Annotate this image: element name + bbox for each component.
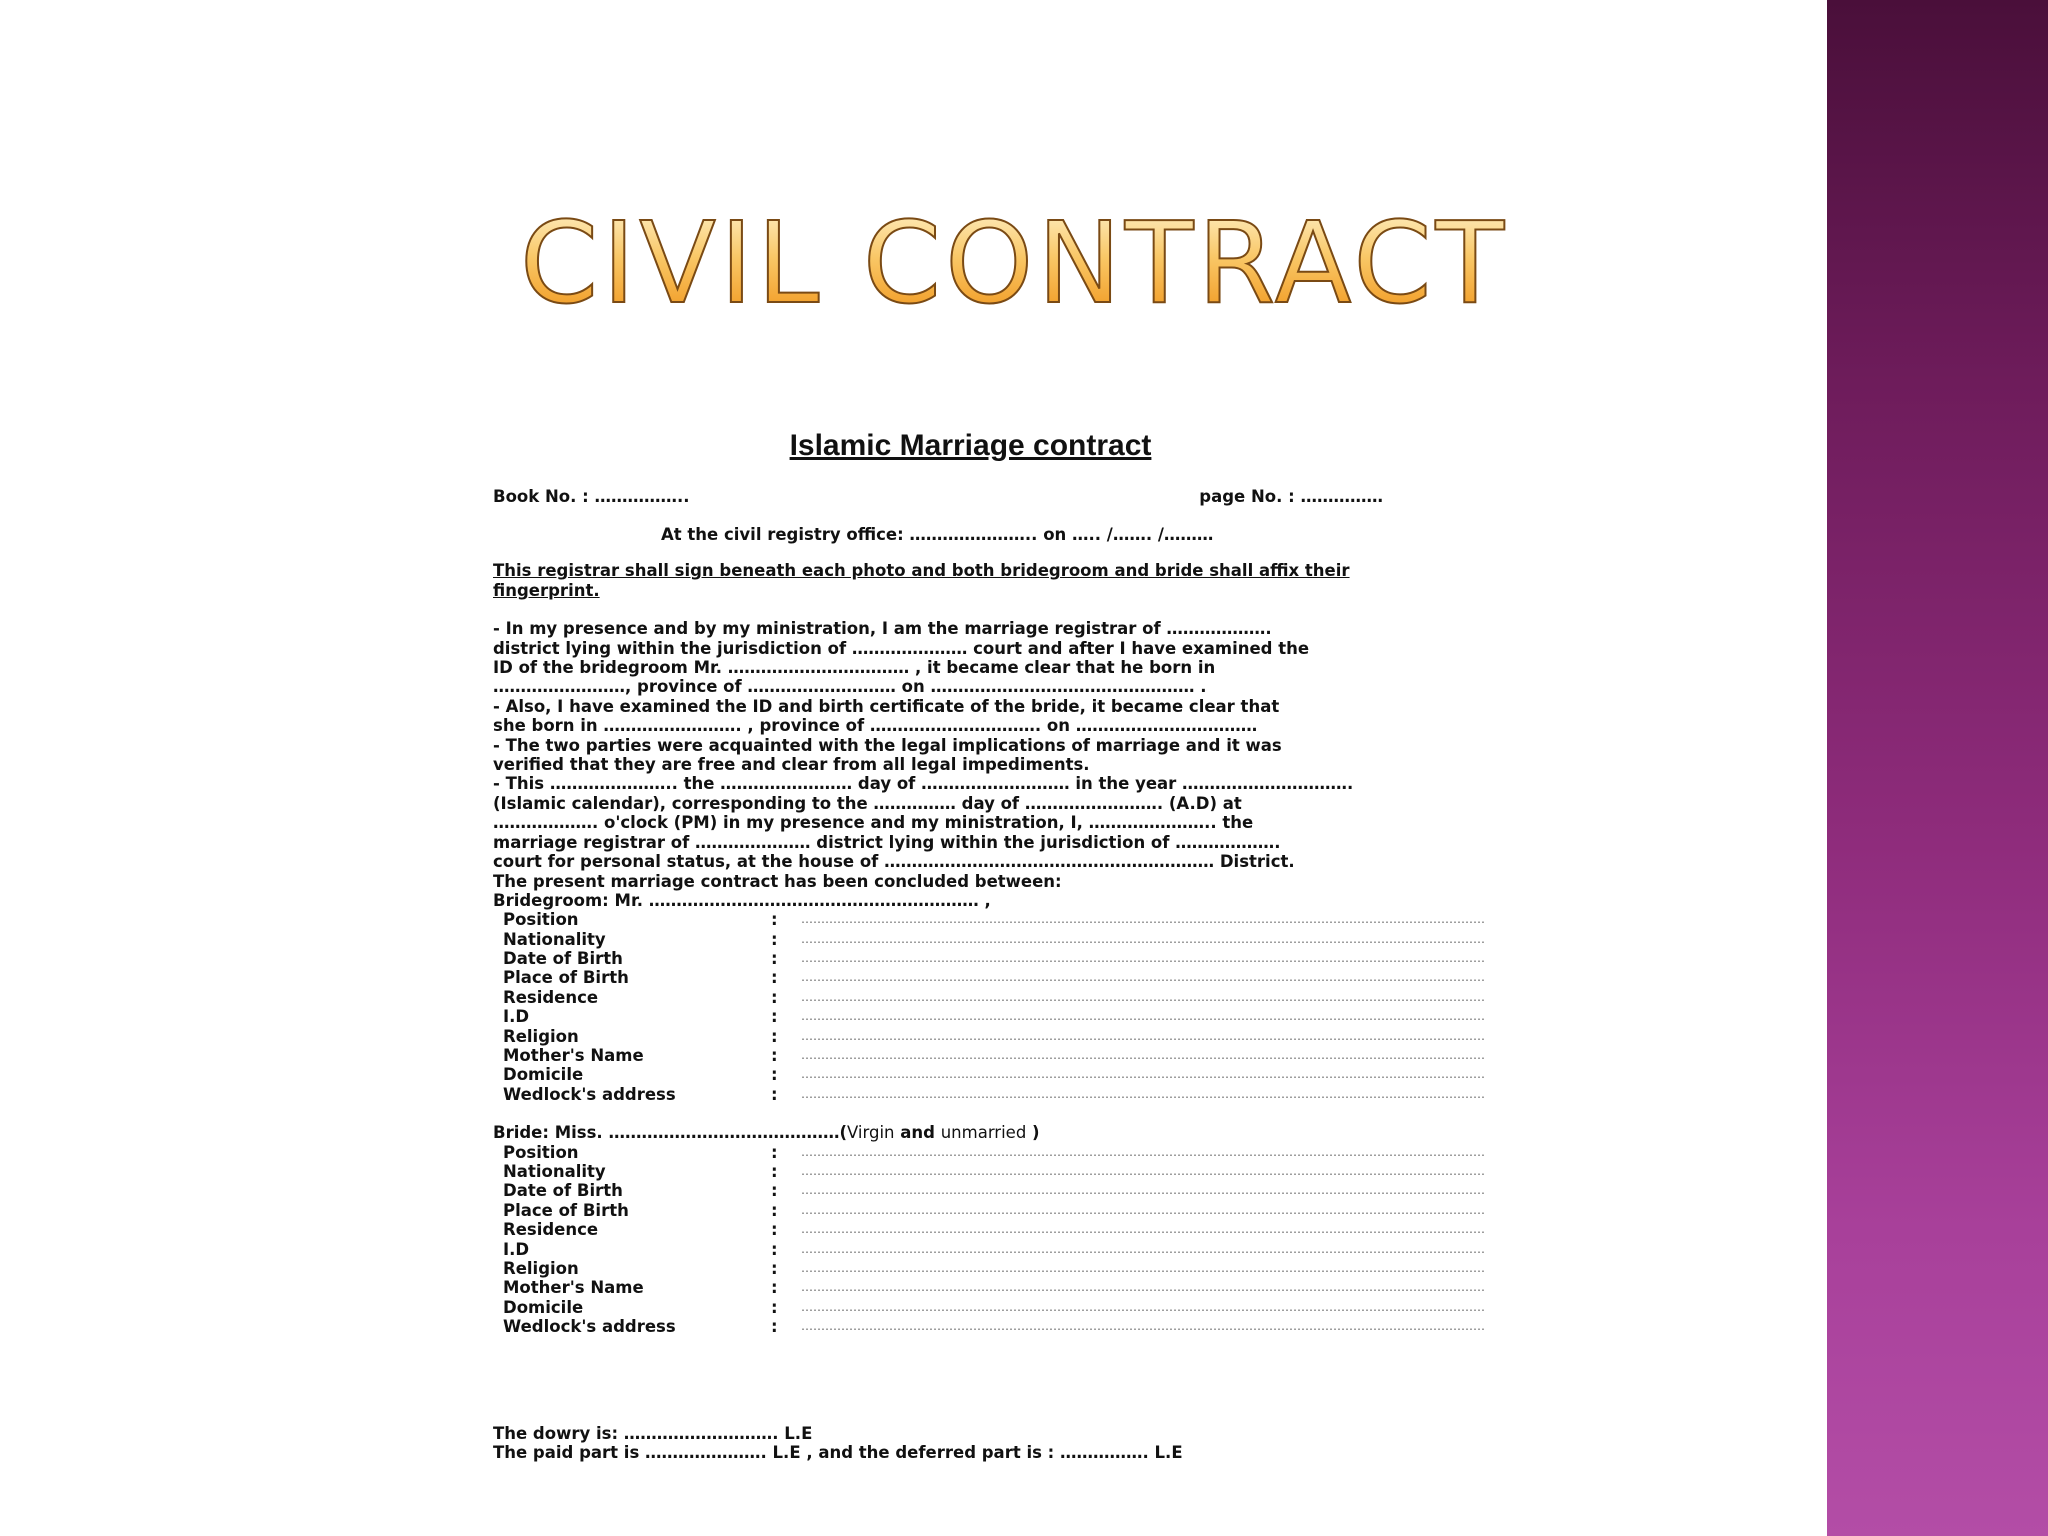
field-dots: ……………………………………………………………………………………………………………………………………………………… (801, 1067, 1485, 1082)
field-label: Position (503, 910, 579, 930)
field-colon: : (771, 1026, 778, 1046)
field-dots: ……………………………………………………………………………………………………………………………………………………… (801, 1086, 1485, 1101)
field-colon: : (771, 1317, 778, 1337)
field-row (503, 1046, 1485, 1066)
paragraph-line: ……………………, province of ……………………… on ………………………………………… . (493, 677, 1207, 697)
field-label: Nationality (503, 929, 606, 949)
field-dots: ……………………………………………………………………………………………………………………………………………………… (801, 1241, 1485, 1256)
field-dots: ……………………………………………………………………………………………………………………………………………………… (801, 970, 1485, 985)
field-label: Domicile (503, 1065, 584, 1085)
paragraph-line: verified that they are free and clear from all legal impediments. (493, 755, 1090, 775)
bride-virgin: Virgin (847, 1123, 895, 1143)
field-colon: : (771, 949, 778, 969)
field-label: Date of Birth (503, 1181, 623, 1201)
registrar-note: This registrar shall sign beneath each photo and both bridegroom and bride shall affix their fingerprint. (493, 561, 1350, 600)
field-row (503, 1239, 1485, 1259)
field-label: Mother's Name (503, 1278, 644, 1298)
field-label: Residence (503, 1220, 599, 1240)
field-row (503, 1181, 1485, 1201)
field-label: Religion (503, 1258, 579, 1278)
decorative-side-bar (1827, 0, 2048, 1536)
field-row (503, 1007, 1485, 1027)
registry-office-line: At the civil registry office: ………………….. on ….. /……. /……… (661, 525, 1214, 544)
field-colon: : (771, 1007, 778, 1027)
field-row (503, 1026, 1485, 1046)
field-row (503, 1162, 1485, 1182)
paragraph-line: district lying within the jurisdiction of ………………… court and after I have examined the (493, 638, 1310, 658)
field-dots: ……………………………………………………………………………………………………………………………………………………… (801, 1202, 1485, 1217)
field-dots: ……………………………………………………………………………………………………………………………………………………… (801, 1260, 1485, 1275)
field-dots: ……………………………………………………………………………………………………………………………………………………… (801, 1319, 1485, 1334)
field-colon: : (771, 1142, 778, 1162)
paragraph-line: court for personal status, at the house of …………………………………………………… District. (493, 852, 1295, 872)
field-label: Nationality (503, 1162, 606, 1182)
field-label: Religion (503, 1026, 579, 1046)
paragraph-line: - The two parties were acquainted with the legal implications of marriage and it was (493, 735, 1282, 755)
dowry-line: The dowry is: ………………………. L.E (493, 1423, 813, 1443)
field-dots: ……………………………………………………………………………………………………………………………………………………… (801, 1222, 1485, 1237)
paragraph-line: - Also, I have examined the ID and birth certificate of the bride, it became clear that (493, 696, 1280, 716)
field-dots: ……………………………………………………………………………………………………………………………………………………… (801, 989, 1485, 1004)
paragraph-line: she born in ……………………. , province of …………………………. on …………………………… (493, 716, 1258, 736)
bride-and: and (894, 1123, 941, 1143)
field-dots: ……………………………………………………………………………………………………………………………………………………… (801, 931, 1485, 946)
field-colon: : (771, 1278, 778, 1298)
book-page-row (493, 487, 1438, 507)
paragraph-line: - In my presence and by my ministration, I am the marriage registrar of ………………. (493, 619, 1272, 639)
contract-paragraph (493, 619, 1438, 910)
bride-prefix: Bride: Miss. ……………………………………( (493, 1123, 847, 1143)
field-dots: ……………………………………………………………………………………………………………………………………………………… (801, 1009, 1485, 1024)
field-row (503, 1220, 1485, 1240)
field-dots: ……………………………………………………………………………………………………………………………………………………… (801, 951, 1485, 966)
field-label: Position (503, 1142, 579, 1162)
field-colon: : (771, 1200, 778, 1220)
field-dots: ……………………………………………………………………………………………………………………………………………………… (801, 1280, 1485, 1295)
field-dots: ……………………………………………………………………………………………………………………………………………………… (801, 912, 1485, 927)
field-colon: : (771, 987, 778, 1007)
book-number: Book No. : …………….. (493, 487, 690, 506)
field-label: Residence (503, 987, 599, 1007)
field-colon: : (771, 1046, 778, 1066)
slide-title-text: CIVIL CONTRACT (520, 199, 1508, 329)
field-label: I.D (503, 1007, 530, 1027)
field-row (503, 1317, 1485, 1337)
field-row (503, 1278, 1485, 1298)
field-row (503, 929, 1485, 949)
field-row (503, 968, 1485, 988)
page-number: page No. : …………… (1199, 487, 1383, 506)
paragraph-line: ID of the bridegroom Mr. …………………………… , it became clear that he born in (493, 658, 1216, 678)
bride-fields (503, 1142, 1485, 1337)
paragraph-line: (Islamic calendar), corresponding to the …………… day of ……………………. (A.D) at (493, 793, 1242, 813)
field-row (503, 1084, 1485, 1104)
field-label: Wedlock's address (503, 1317, 676, 1337)
field-colon: : (771, 1162, 778, 1182)
field-dots: ……………………………………………………………………………………………………………………………………………………… (801, 1164, 1485, 1179)
bride-suffix: ) (1026, 1123, 1040, 1143)
field-label: Mother's Name (503, 1046, 644, 1066)
field-colon: : (771, 1239, 778, 1259)
field-dots: ……………………………………………………………………………………………………………………………………………………… (801, 1299, 1485, 1314)
dowry-section (493, 1424, 1438, 1463)
paragraph-line: The present marriage contract has been concluded between: (493, 871, 1062, 891)
field-label: Wedlock's address (503, 1084, 676, 1104)
paragraph-line: Bridegroom: Mr. …………………………………………………… , (493, 890, 991, 910)
field-colon: : (771, 1065, 778, 1085)
field-dots: ……………………………………………………………………………………………………………………………………………………… (801, 1048, 1485, 1063)
field-colon: : (771, 1297, 778, 1317)
field-label: I.D (503, 1239, 530, 1259)
contract-document (493, 426, 1485, 1462)
paragraph-line: marriage registrar of ………………… district lying within the jurisdiction of ………………. (493, 832, 1281, 852)
field-label: Domicile (503, 1297, 584, 1317)
paragraph-line: - This ………………….. the …………………… day of ……………………… in the year …………………………. (493, 774, 1354, 794)
slide-title-graphic (520, 198, 1508, 329)
field-dots: ……………………………………………………………………………………………………………………………………………………… (801, 1183, 1485, 1198)
field-dots: ……………………………………………………………………………………………………………………………………………………… (801, 1144, 1485, 1159)
field-colon: : (771, 1258, 778, 1278)
field-dots: ……………………………………………………………………………………………………………………………………………………… (801, 1028, 1485, 1043)
field-row (503, 910, 1485, 930)
field-colon: : (771, 968, 778, 988)
paragraph-line: ………………. o'clock (PM) in my presence and my ministration, I, ………………….. the (493, 813, 1254, 833)
paid-part-line: The paid part is …………………. L.E , and the deferred part is : ……………. L.E (493, 1442, 1183, 1462)
field-row (503, 1258, 1485, 1278)
bridegroom-fields (503, 910, 1485, 1104)
field-label: Place of Birth (503, 968, 629, 988)
slide-title (520, 198, 1508, 329)
bride-unmarried: unmarried (940, 1123, 1027, 1143)
field-label: Place of Birth (503, 1200, 629, 1220)
document-title: Islamic Marriage contract (789, 429, 1152, 462)
bride-line (493, 1123, 1438, 1142)
field-row (503, 1065, 1485, 1085)
field-row (503, 1200, 1485, 1220)
field-colon: : (771, 1084, 778, 1104)
field-row (503, 1142, 1485, 1162)
field-colon: : (771, 1181, 778, 1201)
field-row (503, 1297, 1485, 1317)
field-colon: : (771, 910, 778, 930)
field-label: Date of Birth (503, 949, 623, 969)
field-row (503, 987, 1485, 1007)
field-row (503, 949, 1485, 969)
field-colon: : (771, 1220, 778, 1240)
field-colon: : (771, 929, 778, 949)
